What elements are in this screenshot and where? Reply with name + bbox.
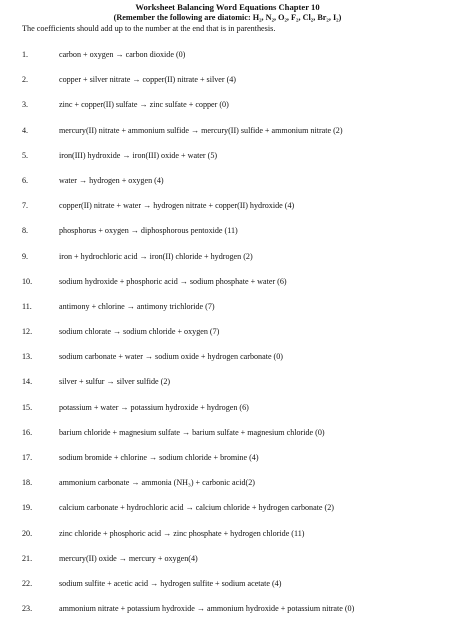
equation-item xyxy=(0,174,455,199)
equation-text: ammonium nitrate + potassium hydroxide → ammonium hydroxide + potassium nitrate (0) xyxy=(59,604,355,614)
item-number: 15. xyxy=(22,402,33,412)
equation-item xyxy=(0,325,455,350)
equation-item xyxy=(0,199,455,224)
equation-text: calcium carbonate + hydrochloric acid → calcium chloride + hydrogen carbonate (2) xyxy=(59,503,334,513)
item-number: 21. xyxy=(22,553,33,563)
equation-text: sodium chlorate → sodium chloride + oxygen (7) xyxy=(59,327,220,337)
equation-item xyxy=(0,375,455,400)
equation-text: sodium bromide + chlorine → sodium chloride + bromine (4) xyxy=(59,453,259,462)
item-number: 11. xyxy=(22,301,32,311)
equation-text: sodium hydroxide + phosphoric acid → sodium phosphate + water (6) xyxy=(59,276,287,286)
item-number: 13. xyxy=(22,352,33,362)
item-number: 8. xyxy=(22,226,29,236)
equation-item xyxy=(0,451,455,476)
equation-item xyxy=(0,124,455,149)
equation-item xyxy=(0,527,455,552)
equation-text: iron + hydrochloric acid → iron(II) chloride + hydrogen (2) xyxy=(59,251,253,261)
equation-text: antimony + chlorine → antimony trichloride (7) xyxy=(59,301,215,311)
item-number: 18. xyxy=(22,478,33,488)
equation-text: zinc + copper(II) sulfate → zinc sulfate + copper (0) xyxy=(59,100,229,110)
item-number: 2. xyxy=(22,75,29,85)
item-number: 3. xyxy=(22,100,29,110)
item-number: 6. xyxy=(22,175,29,185)
item-number: 20. xyxy=(22,528,33,538)
equation-text: mercury(II) oxide → mercury + oxygen(4) xyxy=(59,553,198,563)
equation-text: water → hydrogen + oxygen (4) xyxy=(59,175,164,185)
item-number: 12. xyxy=(22,327,33,337)
equation-text: copper + silver nitrate → copper(II) nitrate + silver (4) xyxy=(59,75,237,85)
equation-text: silver + sulfur → silver sulfide (2) xyxy=(59,377,171,387)
equation-item xyxy=(0,250,455,275)
equation-item xyxy=(0,48,455,73)
item-number: 4. xyxy=(22,125,29,135)
item-number: 14. xyxy=(22,377,33,387)
equation-text: zinc chloride + phosphoric acid → zinc phosphate + hydrogen chloride (11) xyxy=(59,528,305,538)
equation-item xyxy=(0,275,455,300)
item-number: 9. xyxy=(22,251,29,261)
diatomic-reminder: (Remember the following are diatomic: H₂, N₂, O₂, F₂, Cl₂, Br₂, I₂) xyxy=(113,13,342,22)
equation-text: copper(II) nitrate + water → hydrogen nitrate + copper(II) hydroxide (4) xyxy=(59,201,295,211)
equation-item xyxy=(0,577,455,602)
item-number: 22. xyxy=(22,578,33,588)
equation-text: barium chloride + magnesium sulfate → barium sulfate + magnesium chloride (0) xyxy=(59,427,325,437)
item-number: 16. xyxy=(22,427,33,437)
equation-item xyxy=(0,401,455,426)
equation-text: phosphorus + oxygen → diphosphorous pentoxide (11) xyxy=(59,226,238,236)
equation-item xyxy=(0,426,455,451)
equation-item xyxy=(0,149,455,174)
equation-text: mercury(II) nitrate + ammonium sulfide → mercury(II) sulfide + ammonium nitrate (2) xyxy=(59,125,343,135)
equation-list xyxy=(0,48,455,627)
equation-text: iron(III) hydroxide → iron(III) oxide + water (5) xyxy=(59,150,218,160)
item-number: 7. xyxy=(22,201,29,211)
equation-text: sodium sulfite + acetic acid → hydrogen sulfite + sodium acetate (4) xyxy=(59,578,282,588)
equation-text: ammonium carbonate → ammonia (NH₃) + carbonic acid(2) xyxy=(59,478,255,488)
equation-text: carbon + oxygen → carbon dioxide (0) xyxy=(59,50,186,59)
item-number: 5. xyxy=(22,150,29,160)
equation-item xyxy=(0,602,455,627)
page-title: Worksheet Balancing Word Equations Chapter 10 xyxy=(135,2,320,12)
item-number: 19. xyxy=(22,503,33,513)
equation-item xyxy=(0,350,455,375)
equation-item xyxy=(0,98,455,123)
item-number: 10. xyxy=(22,276,33,286)
equation-text: potassium + water → potassium hydroxide + hydrogen (6) xyxy=(59,402,249,412)
item-number: 1. xyxy=(22,50,29,59)
item-number: 17. xyxy=(22,453,33,462)
equation-item xyxy=(0,73,455,98)
instructions: The coefficients should add up to the number at the end that is in parenthesis. xyxy=(22,24,276,33)
item-number: 23. xyxy=(22,604,33,614)
equation-item xyxy=(0,552,455,577)
equation-item xyxy=(0,300,455,325)
equation-text: sodium carbonate + water → sodium oxide + hydrogen carbonate (0) xyxy=(59,352,283,362)
equation-item xyxy=(0,224,455,249)
equation-item xyxy=(0,501,455,526)
equation-item xyxy=(0,476,455,501)
